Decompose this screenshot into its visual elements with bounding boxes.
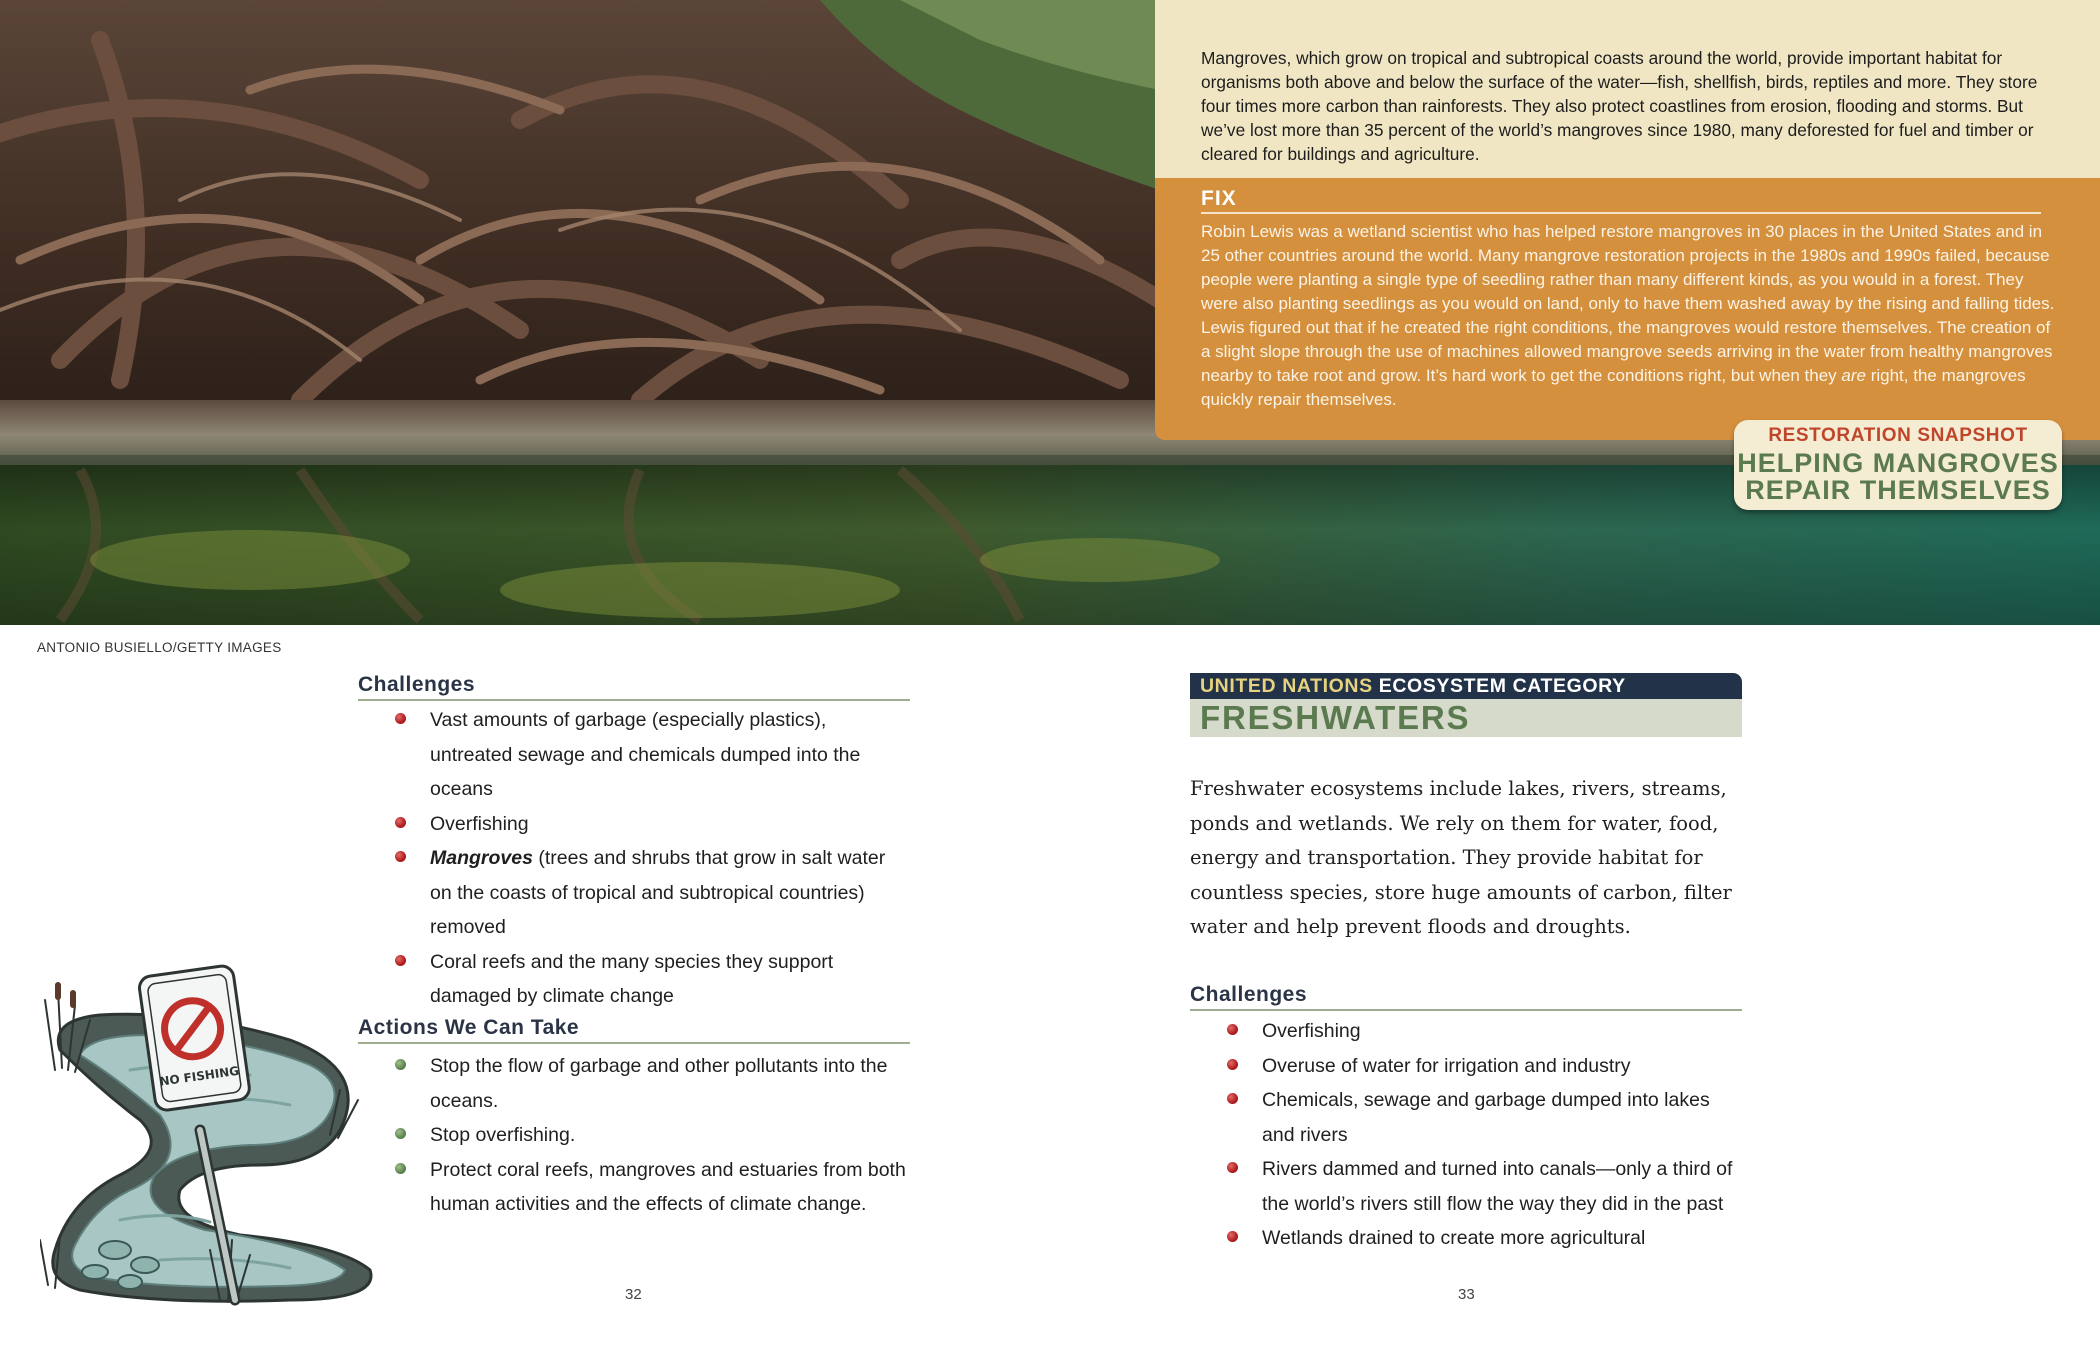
category-title: FRESHWATERS (1200, 699, 1471, 736)
list-item (1190, 1152, 1742, 1221)
bullet-icon (1227, 1024, 1238, 1035)
left-challenges-list (358, 703, 910, 1014)
fix-body-text: Robin Lewis was a wetland scientist who has helped restore mangroves in 30 places in the United States and in 25 other countries around the world. Many mangrove restoration projects in the 1980s and 1990s failed, because people were planting a single type of seedling rather than many different kinds, as you would in a forest. They were also planting seedlings as you would on land, only to have them washed away by the rising and falling tides. Lewis figured out that if he created the right conditions, the mangroves would restore themselves. The creation of a slight slope through the use of machines allowed mangrove seeds arriving in the water from healthy mangroves nearby to take root and grow. It’s hard work to get the conditions right, but when they (1201, 222, 2055, 385)
list-item-text: Stop the flow of garbage and other pollutants into the oceans. (430, 1055, 888, 1112)
list-item (358, 1049, 910, 1118)
sign-text: NO FISHING (158, 1063, 240, 1089)
list-item-text: Protect coral reefs, mangroves and estuaries from both human activities and the effects of climate change. (430, 1158, 906, 1215)
list-item-text: Overuse of water for irrigation and industry (1262, 1054, 1631, 1077)
right-challenges-list (1190, 1014, 1742, 1256)
restoration-snapshot-badge (1734, 420, 2062, 510)
list-item-text: Wetlands drained to create more agricultural (1262, 1227, 1646, 1249)
snapshot-title (1734, 450, 2062, 504)
bullet-icon (395, 851, 406, 862)
list-item (358, 807, 910, 842)
actions-heading: Actions We Can Take (358, 1014, 910, 1044)
list-item (358, 1118, 910, 1153)
list-item (1190, 1014, 1742, 1049)
fix-body (1201, 220, 2060, 412)
list-item-text: Overfishing (430, 812, 529, 835)
fix-body-text-end: right, the mangroves quickly repair themselves. (1201, 366, 2026, 409)
intro-card (1155, 0, 2100, 178)
no-fishing-illustration (40, 960, 390, 1310)
bullet-icon (1227, 1231, 1238, 1242)
bullet-icon (1227, 1059, 1238, 1070)
ecosystem-category-label (1200, 674, 1626, 698)
list-item-text: Overfishing (1262, 1020, 1361, 1042)
left-challenges-heading: Challenges (358, 671, 910, 701)
list-item (358, 841, 910, 945)
list-item-term: Mangroves (430, 847, 533, 869)
list-item-text: (trees and shrubs that grow in salt water on the coasts of tropical and subtropical countries) removed (430, 847, 886, 938)
category-label-rest: ECOSYSTEM CATEGORY (1372, 675, 1626, 697)
list-item (1190, 1049, 1742, 1084)
fix-body-emphasis: are (1841, 366, 1866, 385)
list-item (358, 945, 910, 1014)
bullet-icon (395, 1059, 406, 1070)
snapshot-title-line: HELPING MANGROVES (1737, 448, 2059, 478)
list-item-text: Vast amounts of garbage (especially plastics), untreated sewage and chemicals dumped into the oceans (430, 709, 861, 800)
page-number-right: 33 (1458, 1286, 1475, 1303)
bullet-icon (395, 1163, 406, 1174)
list-item-text: Chemicals, sewage and garbage dumped into lakes and rivers (1262, 1089, 1710, 1146)
snapshot-kicker: RESTORATION SNAPSHOT (1768, 425, 2028, 446)
category-title-box (1190, 699, 1742, 737)
bullet-icon (395, 713, 406, 724)
list-item-text: Rivers dammed and turned into canals—only a third of the world’s rivers still flow the way they did in the past (1262, 1158, 1733, 1215)
list-item (1190, 1221, 1742, 1256)
list-item (1190, 1083, 1742, 1152)
photo-credit: ANTONIO BUSIELLO/GETTY IMAGES (37, 640, 282, 655)
fix-panel (1155, 178, 2100, 440)
intro-text: Mangroves, which grow on tropical and subtropical coasts around the world, provide important habitat for organisms both above and below the surface of the water—fish, shellfish, birds, reptiles and more. They store four times more carbon than rainforests. They also protect coastlines from erosion, flooding and storms. But we’ve lost more than 35 percent of the world’s mangroves since 1980, many deforested for fuel and timber or cleared for buildings and agriculture. (1201, 48, 2038, 164)
actions-list (358, 1049, 910, 1222)
bullet-icon (1227, 1093, 1238, 1104)
bullet-icon (395, 817, 406, 828)
freshwaters-intro: Freshwater ecosystems include lakes, rivers, streams, ponds and wetlands. We rely on them for water, food, energy and transportation. They provide habitat for countless species, store huge amounts of carbon, filter water and help prevent floods and droughts. (1190, 777, 1732, 938)
list-item (358, 703, 910, 807)
bullet-icon (395, 955, 406, 966)
page-number-left: 32 (625, 1286, 642, 1303)
bullet-icon (395, 1128, 406, 1139)
bullet-icon (1227, 1162, 1238, 1173)
list-item-text: Stop overfishing. (430, 1124, 576, 1146)
ecosystem-category-bar (1190, 673, 1742, 699)
snapshot-title-line: REPAIR THEMSELVES (1745, 475, 2051, 505)
right-challenges-heading: Challenges (1190, 981, 1742, 1011)
list-item-text: Coral reefs and the many species they support damaged by climate change (430, 950, 834, 1007)
list-item (358, 1153, 910, 1222)
category-label-un: UNITED NATIONS (1200, 675, 1373, 697)
fix-heading: FIX (1201, 186, 2041, 214)
